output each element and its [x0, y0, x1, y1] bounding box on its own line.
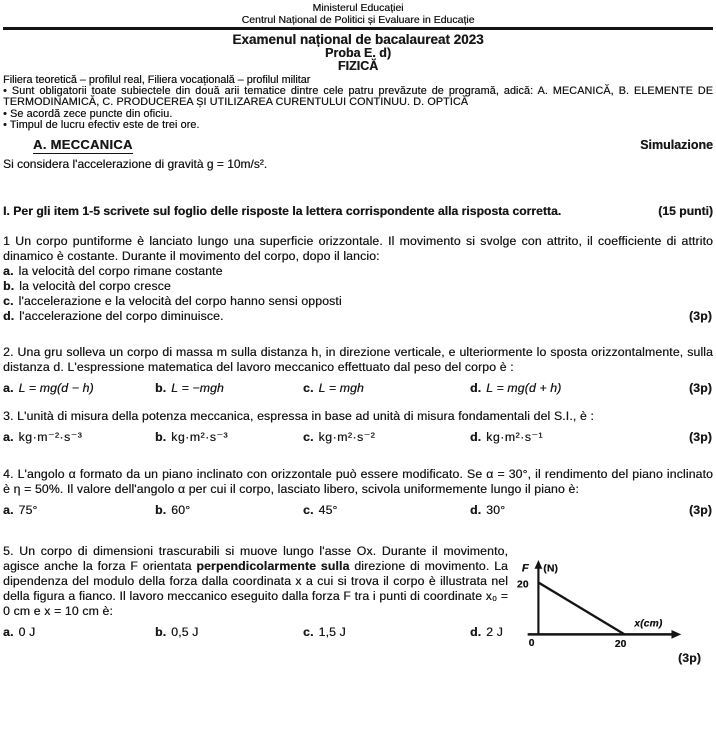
question-1-points: (3p) [688, 308, 712, 323]
option-a-label: a. [3, 624, 14, 639]
option-d-label: d. [470, 380, 482, 395]
question-4 [3, 467, 713, 518]
question-5 [3, 544, 713, 666]
part1-heading: I. Per gli item 1-5 scrivete sul foglio delle risposte la lettera corrispondente alla risposta corretta. [3, 203, 562, 218]
option-b-text: kg·m²·s⁻³ [171, 429, 228, 444]
option-a [3, 503, 155, 518]
option-b-text: L = −mgh [171, 380, 224, 395]
question-5-options [3, 625, 508, 640]
option-c-label: c. [303, 429, 314, 444]
question-2 [3, 345, 713, 396]
center-line: Centrul Național de Politici și Evaluare in Educație [241, 14, 475, 26]
question-5-body [3, 544, 508, 666]
question-2-text: 2. Una gru solleva un corpo di massa m sulla distanza h, in direzione verticale, e ulteriormente lo sposta orizzontalmente, sulla distanza d. L'espressione matematica del lavoro meccanico effettuato dal peso del corpo è : [3, 344, 713, 374]
option-d-label: d. [470, 429, 482, 444]
option-d [470, 503, 713, 518]
option-c-label: c. [3, 293, 14, 308]
option-d-label: d. [470, 502, 482, 517]
option-d [470, 381, 713, 396]
option-a-text: kg·m⁻²·s⁻³ [18, 429, 83, 444]
y-axis-unit-label: (N) [543, 563, 558, 575]
option-c-text: 1,5 J [318, 624, 346, 639]
option-b-label: b. [155, 502, 167, 517]
option-c-text: kg·m²·s⁻² [318, 429, 376, 444]
bullet-time: • Timpul de lucru efectiv este de trei ore. [3, 119, 200, 132]
section-row [3, 137, 713, 154]
question-5-points: (3p) [677, 650, 701, 665]
x-axis-arrow-icon [671, 630, 681, 639]
question-4-text: 4. L'angolo α formato da un piano inclinato con orizzontale può essere modificato. Se α = 30°, il rendimento del piano inclinato è η = 50%. Il valore dell'angolo α per cui il corpo, lasciato libero, scivola uniformemente lungo il piano è: [3, 466, 713, 496]
option-d-label: d. [3, 308, 15, 323]
option-d-text: kg·m²·s⁻¹ [486, 429, 543, 444]
question-5-text-post: direzione di movimento. La dipendenza del modulo della forza dalla coordinata x a cui si trova il corpo è illustrata nel della figura a fianco. Il lavoro meccanico eseguito dalla forza F tra i punti di coordinate x₀ = 0 cm e x = 10 cm è: [3, 558, 508, 618]
option-d [470, 625, 508, 640]
y-axis-arrow-icon [535, 560, 543, 569]
bullet-office-points: • Se acordă zece puncte din oficiu. [3, 107, 173, 120]
exam-proba: Proba E. d) [325, 45, 391, 60]
section-title: A. MECCANICA [33, 136, 133, 152]
option-a [3, 264, 713, 279]
option-a-label: a. [3, 502, 14, 517]
option-c [303, 381, 470, 396]
question-2-points: (3p) [688, 380, 712, 395]
exam-title: Examenul național de bacalaureat 2023 [232, 31, 484, 47]
part1-heading-row [3, 204, 713, 219]
option-c [303, 430, 470, 445]
filiera-line: Filiera teoretică – profilul real, Filiera vocațională – profilul militar [3, 73, 311, 86]
option-a-text: la velocità del corpo rimane costante [18, 263, 223, 278]
option-a-label: a. [3, 380, 14, 395]
x-axis-label: x(cm) [634, 618, 663, 630]
option-c-label: c. [303, 624, 314, 639]
option-c-label: c. [303, 502, 314, 517]
option-c [3, 294, 713, 309]
option-c [303, 625, 470, 640]
option-d-text: 30° [486, 502, 506, 517]
question-3 [3, 409, 713, 445]
y-axis-var-label: F [521, 562, 529, 575]
bullet-subjects: • Sunt obligatorii toate subiectele din două arii tematice dintre cele patru prevăzute de programă, adică: A. MECANICĂ, B. ELEMENTE DE TERMODINAMICĂ, C. PRODUCEREA ȘI UTILIZAREA CURENTULUI CONTINUU. D. OPTICĂ [3, 84, 713, 109]
option-a-label: a. [3, 263, 14, 278]
force-line [538, 582, 624, 634]
option-c-label: c. [303, 380, 314, 395]
option-c-text: l'accelerazione e la velocità del corpo hanno sensi opposti [18, 293, 342, 308]
option-c-text: 45° [318, 502, 338, 517]
question-1-text: 1 Un corpo puntiforme è lanciato lungo una superficie orizzontale. Il movimento si svolge con attrito, il coefficiente di attrito dinamico è costante. Durante il movimento del corpo, dopo il lancio: [3, 233, 713, 263]
question-5-text-bold: perpendicolarmente sulla [196, 558, 350, 573]
option-b-label: b. [155, 624, 167, 639]
option-c-text: L = mgh [318, 380, 364, 395]
option-b [155, 625, 303, 640]
part1-points: (15 punti) [658, 203, 713, 218]
option-a [3, 381, 155, 396]
question-4-points: (3p) [688, 502, 712, 517]
option-a [3, 625, 155, 640]
option-b [155, 430, 303, 445]
option-a-text: 0 J [18, 624, 36, 639]
question-5-text [3, 544, 508, 619]
option-c [303, 503, 470, 518]
option-a-label: a. [3, 429, 14, 444]
origin-label: 0 [528, 638, 535, 650]
option-d-text: 2 J [486, 624, 503, 639]
simulation-label: Simulazione [640, 137, 713, 152]
y-tick-20: 20 [516, 579, 529, 591]
option-b-text: la velocità del corpo cresce [19, 278, 171, 293]
exam-subject: FIZICĂ [337, 59, 379, 74]
option-d-label: d. [470, 624, 482, 639]
option-b-label: b. [3, 278, 15, 293]
ministry-line: Ministerul Educației [312, 2, 404, 14]
gravity-note: Si considera l'accelerazione di gravità g = 10m/s². [3, 156, 268, 171]
option-a [3, 430, 155, 445]
question-3-text: 3. L'unità di misura della potenza meccanica, espressa in base ad unità di misura fondamentali del S.I., è : [3, 408, 594, 423]
option-d-text: l'accelerazione del corpo diminuisce. [19, 308, 224, 323]
option-a-text: L = mg(d − h) [18, 380, 94, 395]
question-4-options [3, 503, 713, 518]
question-1 [3, 234, 713, 324]
question-3-points: (3p) [688, 429, 712, 444]
option-a-text: 75° [18, 502, 38, 517]
question-5-text-pre: 5. Un corpo di dimensioni trascurabili si muove lungo l'asse Ox. Durante il movimento, agisce anche la forza F orientata [3, 543, 508, 573]
option-b-text: 0,5 J [171, 624, 199, 639]
option-b-text: 60° [171, 502, 191, 517]
option-b [155, 503, 303, 518]
option-b-label: b. [155, 380, 167, 395]
question-5-figure-area [508, 560, 713, 666]
force-position-graph [514, 560, 690, 650]
header-divider [3, 27, 713, 30]
option-d [3, 309, 713, 324]
question-2-options [3, 381, 713, 396]
question-1-options [3, 264, 713, 324]
x-tick-20: 20 [614, 639, 627, 650]
option-b [155, 381, 303, 396]
option-b-label: b. [155, 429, 167, 444]
option-d-text: L = mg(d + h) [486, 380, 562, 395]
option-b [3, 279, 713, 294]
option-d [470, 430, 713, 445]
question-3-options [3, 430, 713, 445]
